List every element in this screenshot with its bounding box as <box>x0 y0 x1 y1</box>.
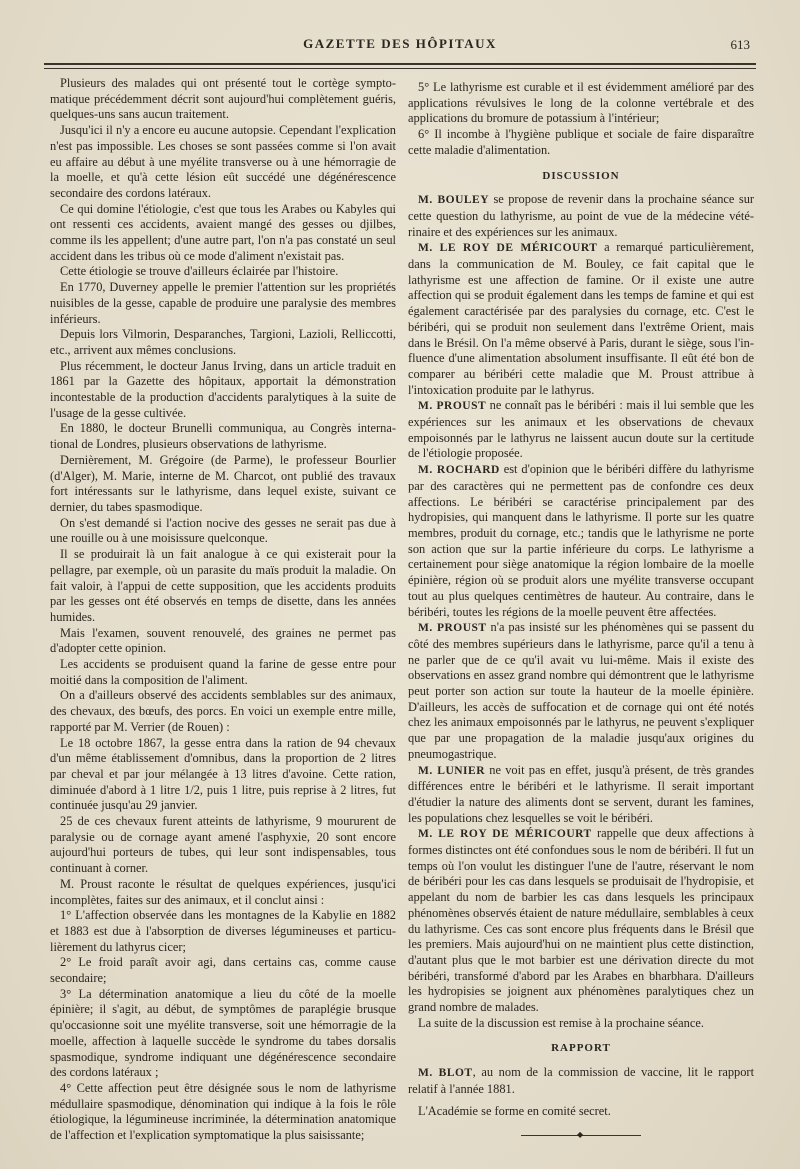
paragraph: 1° L'affection observée dans les montagnes de la Kabylie en 1882 et 1883 est due à l'absorption de diverses légumineuses et particulièrement du lathyrus cicer; <box>50 908 396 954</box>
discussion-entry <box>408 826 754 1015</box>
entry-text: n'a pas insisté sur les phénomènes qui se passent du côté des membres supérieurs dans le lathyrisme, parce qu'il a tenu à ne parler que de ce qu'il avait vu lui-même. Mais il existe des observations en assez grand nombre qui démontrent que le lathyrisme peut porter son action sur toute la hauteur de la moelle épinière. D'ailleurs, les accès de suffocation et de cornage qui ont été notés chez les animaux empoisonnés par le lathyrus, ne peuvent s'expliquer que par une propagation de la maladie jusqu'aux origines du pneumogastrique. <box>408 620 755 761</box>
paragraph: Cette étiologie se trouve d'ailleurs éclairée par l'histoire. <box>60 264 339 279</box>
discussion-entry <box>408 192 754 240</box>
entry-text: est d'opinion que le béribéri diffère du lathyrisme par des caractères qui ne permettent pas de confondre ces deux affections. Le béribéri se caractérise principalement par des hydropisies, qui manquent dans le lathyrisme. Il porte sur les quatre membres, produit du cornage, etc.; tandis que le lathyrisme ne porte son action que sur la partie inférieure du corps. Le lathyrisme a certainement pour siège anatomique la région lombaire de la moelle épinière, région où se produit alors une myélite transverse occupant tout au plus quelques centimètres de hauteur. Au contraire, dans le béribéri, toutes les régions de la moelle peuvent être affectées. <box>408 462 754 619</box>
speaker-name: M. PROUST <box>418 622 487 635</box>
speaker-name: M. LE ROY DE MÉRICOURT <box>418 828 592 841</box>
header-rule <box>44 63 756 65</box>
paragraph: M. Proust raconte le résultat de quelques expériences, jusqu'ici incomplètes, faites sur des animaux, et il conclut ainsi : <box>50 876 396 907</box>
rapport-heading: RAPPORT <box>551 1042 611 1055</box>
entry-text: rappelle que deux affections à formes distinctes ont été confondues sous le nom de béribéri. Il fut un temps où l'on voulut les distinguer l'une de l'autre, réservant le nom de béribéri pour les cas dans lesquels se produisait de l'hydropisie, et appelant du nom de barbier les cas dans lesquels les principaux phénomènes observés étaient de nature médullaire, semblables à ceux du lathyrisme. Ces cas sont encore plus fréquents dans le Brésil que les premiers. Mais aujourd'hui on ne maintient plus cette distinction, d'autant plus que le mot barbier est une dérivation directe du mot béribéri, transformé d'abord par les Arabes en bharbhara. D'ailleurs les hydropisies se joignent aux phénomènes paralytiques chez un grand nombre de malades. <box>408 826 754 1015</box>
paragraph: 6° Il incombe à l'hygiène publique et sociale de faire disparaître cette maladie d'alimentation. <box>408 127 754 157</box>
left-column <box>50 76 396 1144</box>
paragraph: En 1770, Duverney appelle le premier l'attention sur les propriétés nuisibles de la gesse, capable de produire une paralysie des membres inférieurs. <box>50 280 396 326</box>
paragraph: 25 de ces chevaux furent atteints de lathyrisme, 9 moururent de paralysie ou de cornage ayant amené l'asphyxie, 20 sont encore aujourd'hui porteurs de tubes, qui leur sont indispensables, tous continuant à corner. <box>50 814 396 876</box>
paragraph: Les accidents se produisent quand la farine de gesse entre pour moitié dans la composition de l'aliment. <box>50 657 396 687</box>
entry-text: , au nom de la commission de vaccine, lit le rapport relatif à l'année 1881. <box>408 1065 755 1096</box>
discussion-entry <box>408 398 754 462</box>
paragraph: En 1880, le docteur Brunelli communiqua, au Congrès international de Londres, plusieurs observations de lathyrisme. <box>50 421 396 452</box>
paragraph: Jusqu'ici il n'y a encore eu aucune autopsie. Cependant l'explication n'est pas impossible. Les choses se sont passées comme si l'on avait eu affaire au début à une myélite transverse ou à une hémorragie de la moelle, et qu'à cette lésion eût succédé une dégénérescence secondaire des cordons latéraux. <box>50 123 396 200</box>
page-header <box>44 36 756 56</box>
discussion-heading: DISCUSSION <box>542 169 620 182</box>
rapport-entry <box>408 1065 754 1097</box>
paragraph: Mais l'examen, souvent renouvelé, des graines ne permet pas d'adopter cette opinion. <box>50 625 396 656</box>
discussion-entry <box>408 462 754 620</box>
speaker-name: M. LE ROY DE MÉRICOURT <box>418 242 598 255</box>
speaker-name: M. BLOT <box>418 1067 473 1080</box>
ornament-diamond-icon: ◆ <box>577 1130 584 1140</box>
paragraph: On a d'ailleurs observé des accidents semblables sur des animaux, des chevaux, des bœufs, des porcs. En voici un exemple entre mille, rapporté par M. Verrier (de Rouen) : <box>50 688 396 734</box>
entry-text: ne voit pas en effet, jusqu'à présent, de très grandes différences entre le béribéri et le lathyrisme. Il serait important d'étudier la nature des aliments dont se servent, durant les famines, les populations chez lesquelles se voit le béribéri. <box>408 762 754 825</box>
discussion-closing: La suite de la discussion est remise à la prochaine séance. <box>418 1015 704 1030</box>
paragraph: Dernièrement, M. Grégoire (de Parme), le professeur Bourlier (d'Alger), M. Marie, interne de M. Charcot, ont publié des travaux fort intéressants sur le lathyrisme, dans lequel existe, suivant ce dernier, du tabes spasmodique. <box>50 452 396 514</box>
discussion-entry <box>408 240 754 398</box>
entry-text: ne connaît pas le béribéri : mais il lui semble que les expériences sur les animaux et les observations de chevaux empoisonnés par le lathyrus ne laissent aucun doute sur la certitude de l'étiologie proposée. <box>408 398 755 461</box>
rapport-closing: L'Académie se forme en comité secret. <box>418 1103 611 1118</box>
paragraph: 3° La détermination anatomique a lieu du côté de la moelle épinière; il s'agit, au début, de symptômes de paraplégie brusque qu'occasionne soit une myélite transverse, soit une hémorragie de la moelle, affection à laquelle succède le syndrome du tabes dorsalis spasmodique, syndrome indiquant une dégénérescence secondaire des cordons latéraux ; <box>50 986 396 1080</box>
journal-title: GAZETTE DES HÔPITAUX <box>303 36 497 51</box>
paragraph: 5° Le lathyrisme est curable et il est évidemment amélioré par des applications révulsives le long de la colonne vertébrale et des applications du bromure de potassium à l'intérieur; <box>408 80 754 126</box>
paragraph: Plus récemment, le docteur Janus Irving, dans un article traduit en 1861 par la Gazette des hôpitaux, apportait la démonstration incontestable de la production d'accidents paralytiques à la suite de l'usage de la gesse cultivée. <box>50 358 396 420</box>
paragraph: 2° Le froid paraît avoir agi, dans certains cas, comme cause secondaire; <box>50 955 396 986</box>
entry-text: se propose de revenir dans la prochaine séance sur cette question du lathyrisme, au point de vue de la médecine vétérinaire et des expériences sur les animaux. <box>408 192 755 239</box>
header-rule-thin <box>44 68 756 69</box>
discussion-entry <box>408 763 754 827</box>
right-column <box>408 80 754 1139</box>
paragraph: Plusieurs des malades qui ont présenté tout le cortège symptomatique précédemment décrit sont aujourd'hui complètement guéris, quelques-uns sans aucun traitement. <box>50 76 396 122</box>
paragraph: 4° Cette affection peut être désignée sous le nom de lathyrisme médullaire spasmodique, dénomination qui indique à la fois le rôle étiologique, la légumineuse incriminée, la détermination anatomique de l'affection et l'explication symptomatique la plus saisissante; <box>50 1081 396 1143</box>
entry-text: a remarqué particulièrement, dans la communication de M. Bouley, ce fait capital que le lathyrisme est une affection de famine. Or il existe une autre affection qui se produit également dans les temps de famine et qui est également caractérisée par des paralysies du cornage, etc. C'est le béribéri, qui se produit non seulement dans l'extrême Orient, mais dans le Brésil. On l'a même observé à Paris, durant le siège, sous l'influence d'une alimentation absolument insuffisante. Il eût été bon de comparer au béribéri cette maladie que M. Proust attribue à l'intoxication produite par le lathyrus. <box>408 240 755 397</box>
speaker-name: M. ROCHARD <box>418 464 500 477</box>
paragraph: Le 18 octobre 1867, la gesse entra dans la ration de 94 chevaux d'un même établissement d'omnibus, dans la proportion de 2 litres par cheval et par jour mélangée à 13 litres d'avoine. Cette ration, diminuée d'abord à 1 litre 1/2, puis 1 litre, puis reprise à 2 litres, fut continuée jusqu'au 29 janvier. <box>50 735 396 813</box>
end-ornament <box>521 1131 641 1139</box>
discussion-entry <box>408 620 754 762</box>
paragraph: Depuis lors Vilmorin, Desparanches, Targioni, Lazioli, Relliccotti, etc., arrivent aux mêmes conclusions. <box>50 327 396 357</box>
speaker-name: M. LUNIER <box>418 764 486 777</box>
speaker-name: M. BOULEY <box>418 194 490 207</box>
paragraph: Il se produirait là un fait analogue à ce qui existerait pour la pellagre, par exemple, où un parasite du maïs produit la maladie. On fait valoir, à l'appui de cette supposition, que les accidents produits par les gesses ont été observés en temps de disette, dans les années humides. <box>50 547 396 624</box>
page-number: 613 <box>730 37 750 52</box>
paragraph: On s'est demandé si l'action nocive des gesses ne serait pas due à une rouille ou à une moisissure quelconque. <box>50 515 396 546</box>
paragraph: Ce qui domine l'étiologie, c'est que tous les Arabes ou Kabyles qui ont ressenti ces accidents, avaient mangé des gesses ou djilbes, comme ils les appellent; d'une autre part, l'on n'a pas constaté un seul accident dans les tribus où ce mode d'aliment n'existait pas. <box>50 201 396 263</box>
speaker-name: M. PROUST <box>418 400 487 413</box>
